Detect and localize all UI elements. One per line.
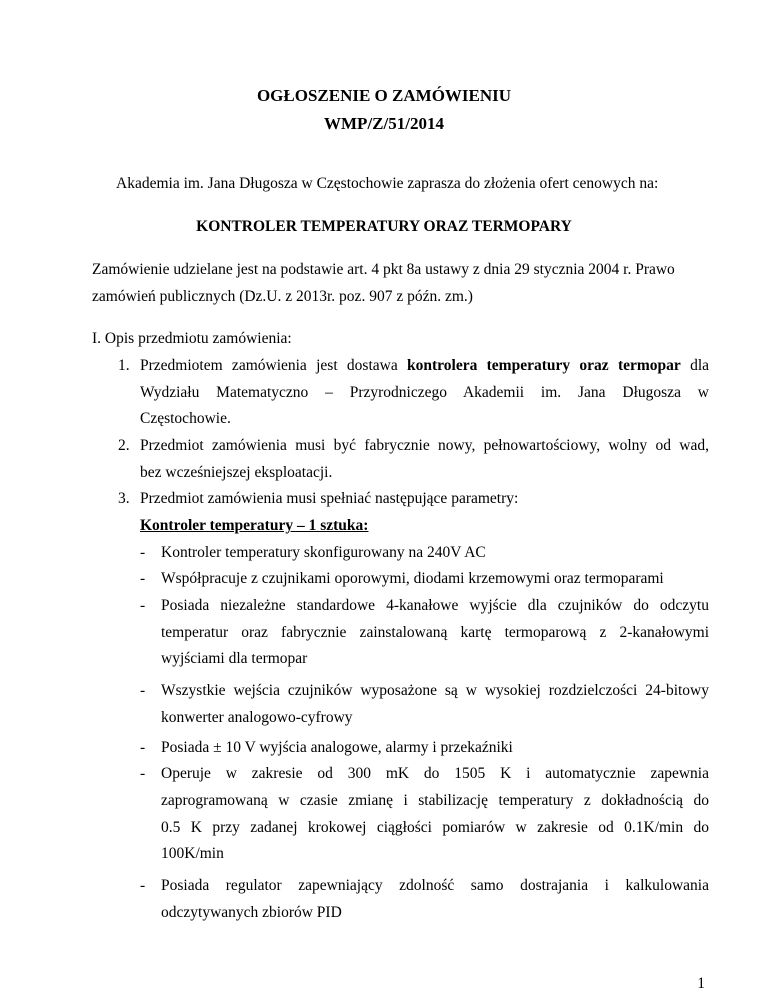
spec-line: Kontroler temperatury skonfigurowany na 240V AC [161, 544, 486, 561]
bullet-dash: - [140, 570, 146, 587]
spec-line: 100K/min [161, 845, 224, 862]
list-item-text: Przedmiotem zamówienia jest dostawa [140, 357, 398, 374]
list-item-number: 3. [118, 490, 130, 507]
document-code: WMP/Z/51/2014 [324, 114, 444, 133]
intro-text: Akademia im. Jana Długosza w Częstochowie zaprasza do złożenia ofert cenowych na: [116, 175, 659, 192]
spec-line: Wszystkie wejścia czujników wyposażone są w wysokiej rozdzielczości 24-bitowy [161, 682, 709, 699]
list-item-bold-text: kontrolera temperatury oraz termopar [407, 357, 681, 374]
bullet-dash: - [140, 682, 146, 699]
subject-title: KONTROLER TEMPERATURY ORAZ TERMOPARY [196, 218, 572, 235]
bullet-dash: - [140, 765, 146, 782]
bullet-dash: - [140, 877, 146, 894]
list-item-line [140, 357, 709, 375]
list-item-line: Wydziału Matematyczno – Przyrodniczego Akademii im. Jana Długosza w [140, 384, 709, 401]
document-title: OGŁOSZENIE O ZAMÓWIENIU [256, 86, 512, 105]
list-item-line: bez wcześniejszej eksploatacji. [140, 464, 333, 481]
spec-line: Posiada ± 10 V wyjścia analogowe, alarmy i przekaźniki [161, 739, 513, 756]
controller-heading: Kontroler temperatury – 1 sztuka: [140, 517, 369, 534]
list-item-line: Przedmiot zamówienia musi być fabrycznie nowy, pełnowartościowy, wolny od wad, [140, 437, 709, 454]
legal-basis-line1: Zamówienie udzielane jest na podstawie art. 4 pkt 8a ustawy z dnia 29 stycznia 2004 r. Prawo [92, 261, 675, 278]
spec-line: Operuje w zakresie od 300 mK do 1505 K i automatycznie zapewnia [161, 765, 709, 782]
spec-line: Posiada niezależne standardowe 4-kanałowe wyjście dla czujników do odczytu [161, 597, 709, 614]
spec-line: wyjściami dla termopar [161, 650, 308, 667]
spec-line: odczytywanych zbiorów PID [161, 904, 342, 921]
spec-line: konwerter analogowo-cyfrowy [161, 709, 353, 726]
page-number: 1 [697, 975, 705, 992]
spec-line: 0.5 K przy zadanej krokowej ciągłości pomiarów w zakresie od 0.1K/min do [161, 819, 709, 836]
spec-line: zaprogramowaną w czasie zmianę i stabilizację temperatury z dokładnością do [161, 792, 709, 809]
legal-basis-line2: zamówień publicznych (Dz.U. z 2013r. poz. 907 z późn. zm.) [92, 288, 473, 305]
bullet-dash: - [140, 739, 146, 756]
bullet-dash: - [140, 597, 146, 614]
bullet-dash: - [140, 544, 146, 561]
list-item-number: 1. [118, 357, 130, 374]
list-item-text: dla [690, 357, 710, 374]
section-heading: I. Opis przedmiotu zamówienia: [92, 330, 292, 347]
spec-line: temperatur oraz fabrycznie zainstalowaną kartę termoparową z 2-kanałowymi [161, 624, 709, 641]
list-item-number: 2. [118, 437, 130, 454]
spec-line: Posiada regulator zapewniający zdolność samo dostrajania i kalkulowania [161, 877, 709, 894]
spec-line: Współpracuje z czujnikami oporowymi, diodami krzemowymi oraz termoparami [161, 570, 664, 587]
list-item-line: Częstochowie. [140, 410, 231, 427]
list-item-line: Przedmiot zamówienia musi spełniać następujące parametry: [140, 490, 519, 507]
